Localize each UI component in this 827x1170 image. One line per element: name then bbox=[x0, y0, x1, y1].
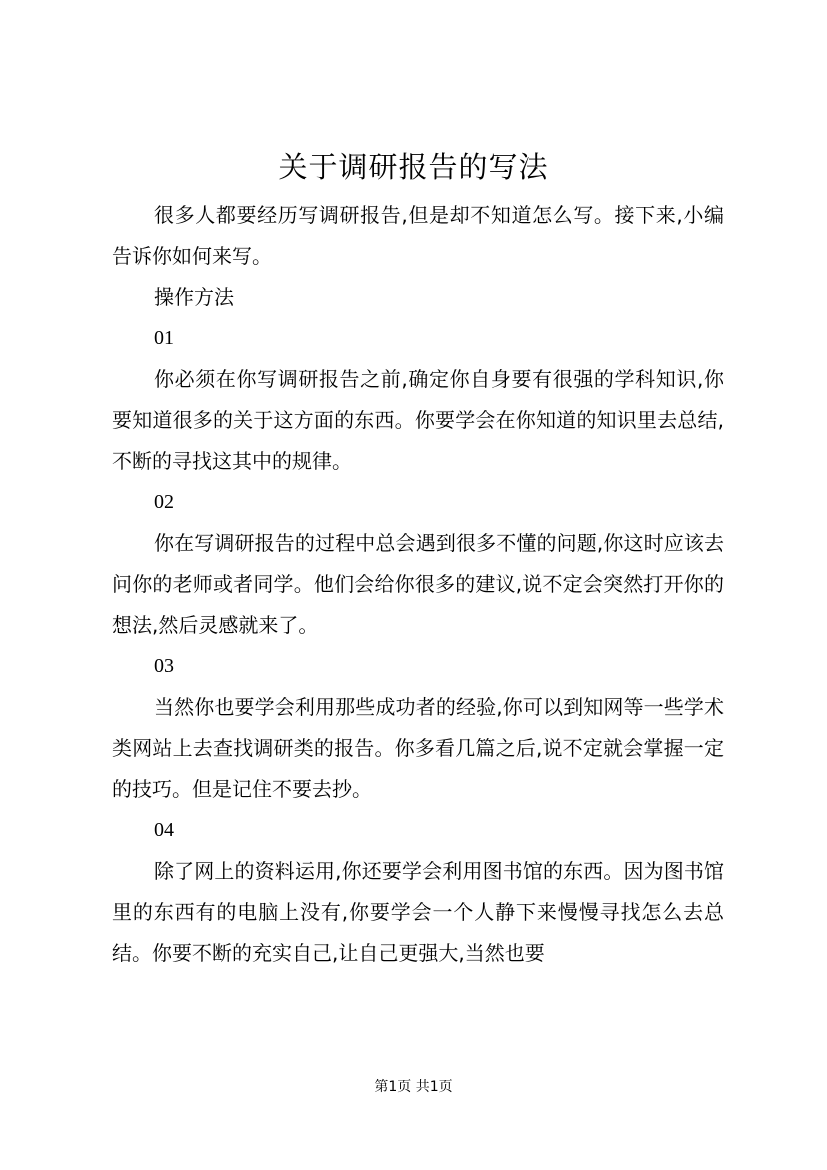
intro-paragraph: 很多人都要经历写调研报告,但是却不知道怎么写。接下来,小编告诉你如何来写。 bbox=[112, 203, 724, 268]
step-paragraph: 当然你也要学会利用那些成功者的经验,你可以到知网等一些学术类网站上去查找调研类的报告。你多看几篇之后,说不定就会掌握一定的技巧。但是记住不要去抄。 bbox=[112, 695, 724, 801]
step-number: 01 bbox=[154, 327, 174, 349]
page-number-label: 第1页 共1页 bbox=[374, 1079, 453, 1095]
step-paragraph: 除了网上的资料运用,你还要学会利用图书馆的东西。因为图书馆里的东西有的电脑上没有,你要学会一个人静下来慢慢寻找怎么去总结。你要不断的充实自己,让自己更强大,当然也要 bbox=[112, 859, 724, 965]
document-title: 关于调研报告的写法 bbox=[278, 150, 549, 184]
step-number: 02 bbox=[154, 491, 174, 513]
page-footer bbox=[0, 1076, 827, 1098]
step-paragraph: 你必须在你写调研报告之前,确定你自身要有很强的学科知识,你要知道很多的关于这方面的东西。你要学会在你知道的知识里去总结,不断的寻找这其中的规律。 bbox=[112, 367, 724, 473]
step-paragraph: 你在写调研报告的过程中总会遇到很多不懂的问题,你这时应该去问你的老师或者同学。他们会给你很多的建议,说不定会突然打开你的想法,然后灵感就来了。 bbox=[112, 531, 724, 637]
document-body bbox=[112, 195, 724, 974]
section-heading: 操作方法 bbox=[154, 285, 234, 309]
step-number: 03 bbox=[154, 655, 174, 677]
step-number: 04 bbox=[154, 819, 174, 841]
